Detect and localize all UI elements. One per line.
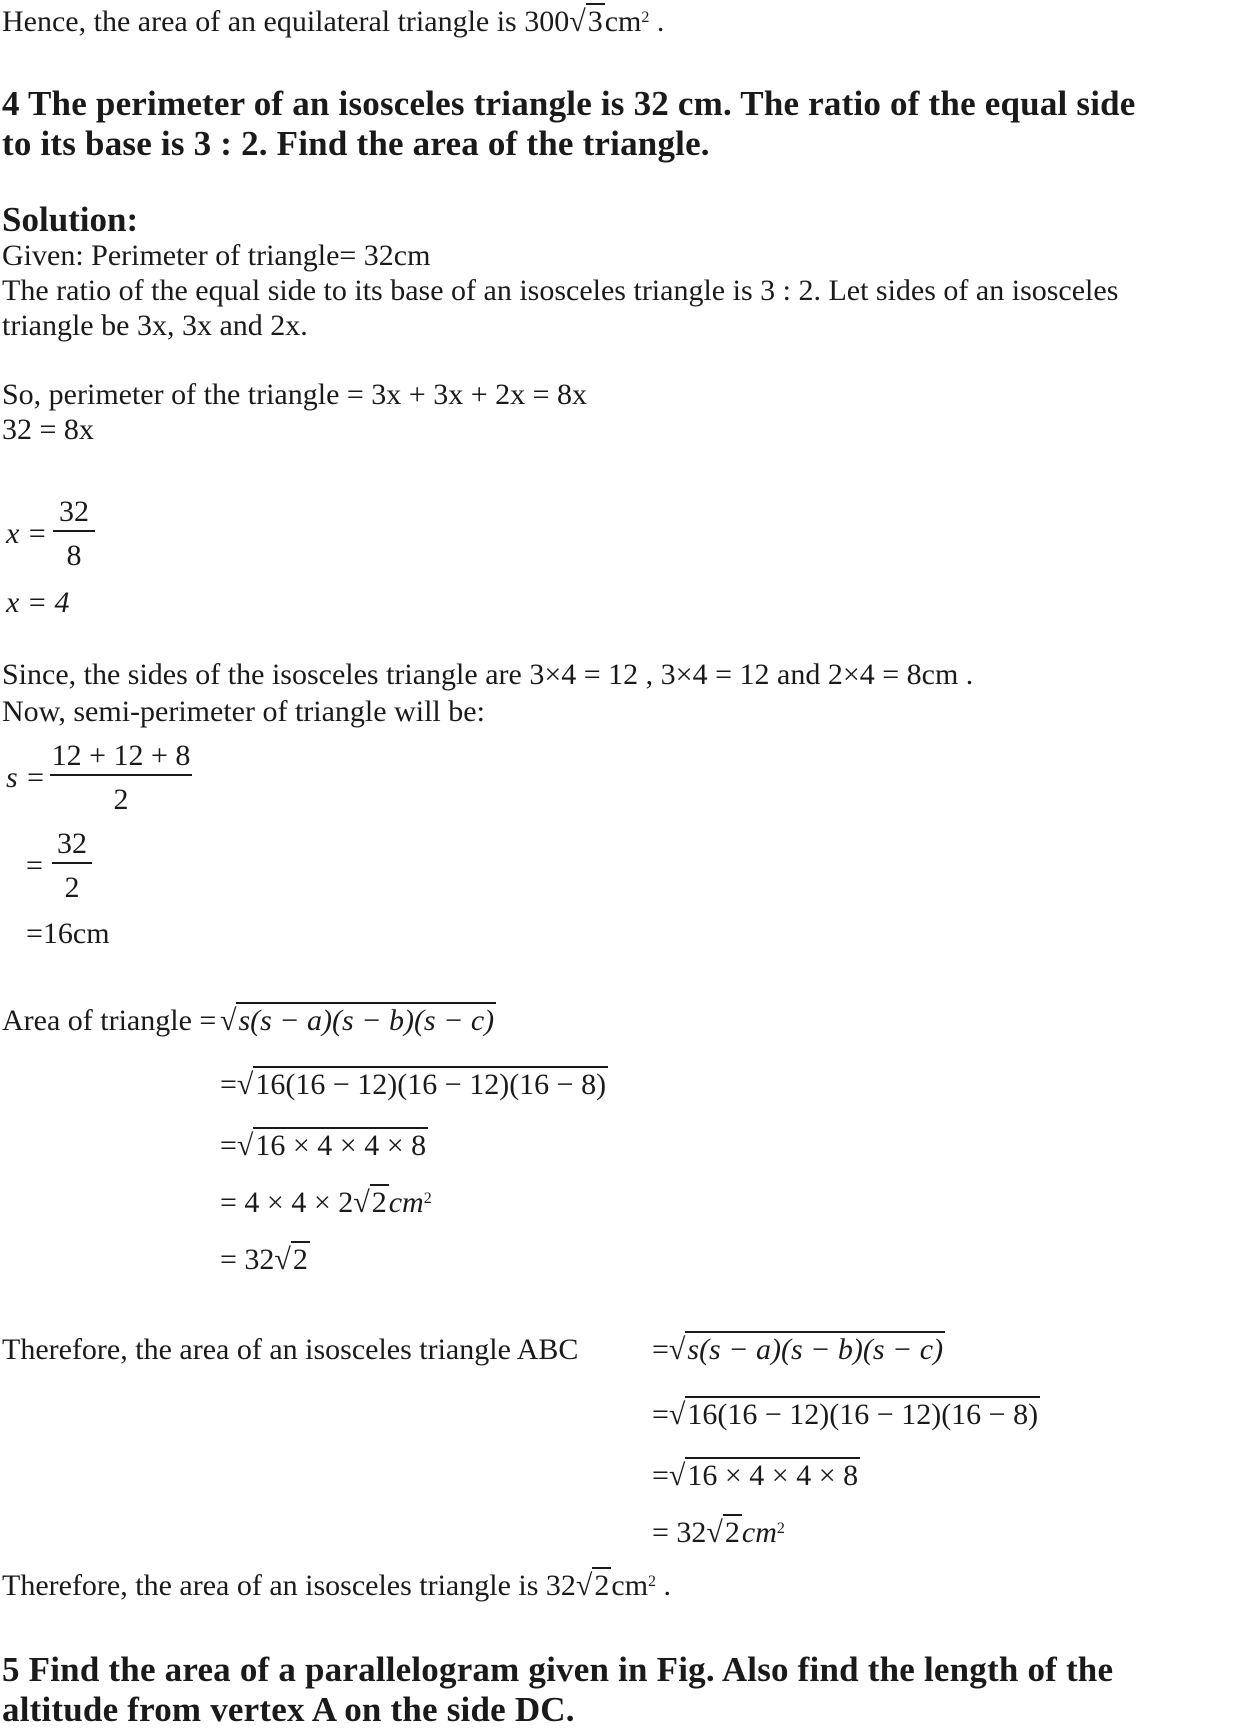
radicand: 2	[371, 1186, 387, 1219]
s-frac2-lhs: =	[26, 849, 43, 882]
x-fraction	[53, 494, 95, 574]
sqrt-symbol: √2	[575, 1569, 610, 1602]
radicand: s(s − a)(s − b)(s − c)	[687, 1333, 944, 1366]
final-value: 32	[545, 1569, 576, 1602]
unit: cm	[388, 1186, 424, 1219]
exponent: 2	[641, 9, 650, 26]
sqrt-symbol: √16 × 4 × 4 × 8	[236, 1129, 427, 1162]
step-prefix: = 4 × 4 × 2	[220, 1186, 354, 1219]
s-numerator-1: 12 + 12 + 8	[51, 739, 191, 772]
step-prefix: =	[652, 1459, 669, 1492]
end-punct: .	[649, 5, 665, 38]
step-prefix: =	[220, 1129, 237, 1162]
sides-line: Since, the sides of the isosceles triangle are 3×4 = 12 , 3×4 = 12 and 2×4 = 8cm .	[2, 658, 974, 691]
s-fraction-1	[50, 738, 192, 818]
s-frac-lhs: s =	[6, 761, 46, 794]
therefore-label: Therefore, the area of an isosceles triangle ABC	[2, 1333, 579, 1366]
area-step-4	[220, 1185, 432, 1221]
perimeter-line: So, perimeter of the triangle = 3x + 3x + 2x = 8x	[2, 378, 588, 411]
step-prefix: = 32	[220, 1243, 275, 1276]
sqrt-symbol: √3	[569, 5, 603, 38]
x-value: x = 4	[6, 586, 70, 619]
final-text: Therefore, the area of an isosceles triangle is	[2, 1569, 546, 1602]
x-numerator: 32	[59, 495, 89, 528]
radicand: 2	[594, 1569, 610, 1602]
unit: cm	[611, 1569, 649, 1602]
x-frac-lhs: x =	[6, 517, 48, 550]
unit: cm	[741, 1516, 777, 1549]
sqrt-symbol: √16 × 4 × 4 × 8	[668, 1459, 859, 1492]
question-5-line-1: 5 Find the area of a parallelogram given in Fig. Also find the length of the	[2, 1650, 1114, 1689]
exponent: 2	[423, 1190, 432, 1207]
area-label: Area of triangle =	[2, 1004, 217, 1037]
area-step-3	[220, 1128, 428, 1164]
ratio-line-1: The ratio of the equal side to its base of an isosceles triangle is 3 : 2. Let sides of an isosceles	[2, 274, 1119, 307]
step-prefix: =	[220, 1068, 237, 1101]
equation-32-8x: 32 = 8x	[2, 413, 94, 446]
step-prefix: =	[652, 1398, 669, 1431]
radicand: s(s − a)(s − b)(s − c)	[238, 1004, 495, 1037]
x-denominator: 8	[66, 539, 82, 572]
step-prefix: =	[652, 1333, 669, 1366]
sqrt-symbol: √s(s − a)(s − b)(s − c)	[668, 1333, 944, 1366]
s-numerator-2: 32	[57, 827, 87, 860]
radicand: 16 × 4 × 4 × 8	[687, 1459, 859, 1492]
therefore-step-1	[652, 1332, 945, 1368]
radicand: 16(16 − 12)(16 − 12)(16 − 8)	[255, 1068, 607, 1101]
s-value: =16cm	[26, 917, 110, 950]
sqrt-symbol: √s(s − a)(s − b)(s − c)	[220, 1004, 495, 1037]
radicand: 2	[292, 1243, 308, 1276]
area-step-5	[220, 1242, 310, 1278]
given-line: Given: Perimeter of triangle= 32cm	[2, 239, 431, 272]
unit: cm	[604, 5, 642, 38]
step-prefix: = 32	[652, 1516, 707, 1549]
radicand: 16 × 4 × 4 × 8	[255, 1129, 427, 1162]
conclusion-value: 300	[524, 5, 570, 38]
sqrt-symbol: √2	[706, 1516, 740, 1549]
sqrt-symbol: √2	[353, 1186, 387, 1219]
therefore-step-2	[652, 1397, 1040, 1433]
question-4-line-1: 4 The perimeter of an isosceles triangle is 32 cm. The ratio of the equal side	[2, 84, 1136, 123]
previous-conclusion	[2, 4, 664, 40]
final-answer	[2, 1568, 671, 1604]
sqrt-symbol: √2	[274, 1243, 308, 1276]
sqrt-symbol: √16(16 − 12)(16 − 12)(16 − 8)	[236, 1068, 607, 1101]
s-denominator-2: 2	[64, 871, 80, 904]
ratio-line-2: triangle be 3x, 3x and 2x.	[2, 309, 308, 342]
exponent: 2	[776, 1520, 785, 1537]
radicand: 3	[587, 5, 603, 38]
s-denominator-1: 2	[113, 783, 129, 816]
therefore-step-3	[652, 1458, 860, 1494]
radicand: 2	[724, 1516, 740, 1549]
conclusion-text: Hence, the area of an equilateral triangle is	[2, 5, 525, 38]
s-fraction-2	[52, 826, 92, 906]
end-punct: .	[656, 1569, 672, 1602]
sqrt-symbol: √16(16 − 12)(16 − 12)(16 − 8)	[668, 1398, 1039, 1431]
semi-perimeter-intro: Now, semi-perimeter of triangle will be:	[2, 695, 485, 728]
question-5-line-2: altitude from vertex A on the side DC.	[2, 1690, 575, 1729]
question-4-line-2: to its base is 3 : 2. Find the area of the triangle.	[2, 124, 710, 163]
area-step-2	[220, 1067, 608, 1103]
area-step-1	[220, 1003, 496, 1039]
exponent: 2	[648, 1573, 657, 1590]
therefore-step-4	[652, 1515, 785, 1551]
radicand: 16(16 − 12)(16 − 12)(16 − 8)	[687, 1398, 1039, 1431]
solution-heading: Solution:	[2, 200, 139, 239]
